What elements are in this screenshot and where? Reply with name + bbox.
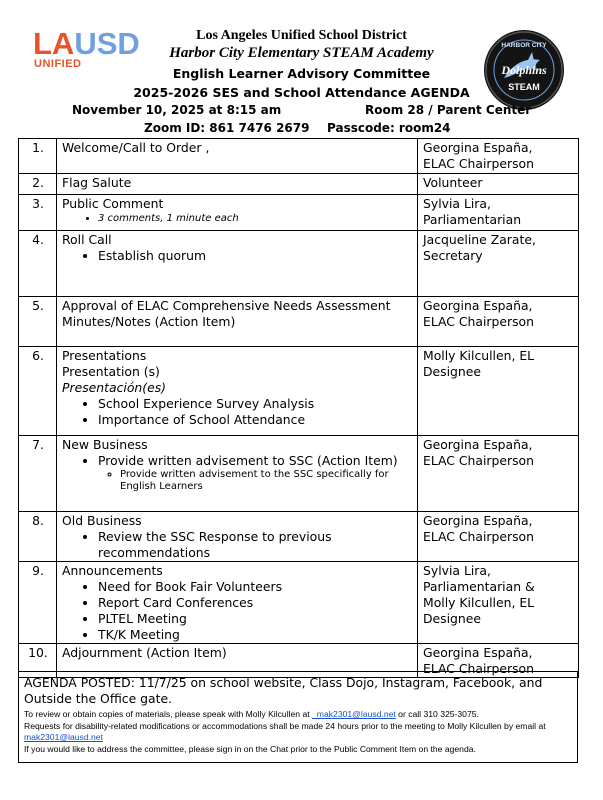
district-name: Los Angeles Unified School District <box>196 28 407 43</box>
agenda-row <box>19 139 579 174</box>
item-number: 7. <box>19 436 57 512</box>
accommodations-text: Requests for disability-related modifications or accommodations shall be made 24 hours prior to the meeting to Molly Kilcullen by email at mak2301@lausd.net <box>24 720 546 742</box>
email-link[interactable]: _mak2301@lausd.net <box>312 709 396 719</box>
item-title: Approval of ELAC Comprehensive Needs Assessment Minutes/Notes (Action Item) <box>57 297 418 347</box>
item-bullet: • Provide written advisement to SSC (Action Item) ◦ Provide written advisement to the SSC specifically for English Learners <box>98 453 413 493</box>
agenda-row <box>19 562 579 644</box>
item-number: 2. <box>19 174 57 195</box>
agenda-row <box>19 512 579 562</box>
item-content <box>57 436 418 512</box>
item-title: Public Comment <box>62 196 164 211</box>
item-content <box>57 562 418 644</box>
agenda-table <box>18 138 579 678</box>
item-number: 10. <box>19 644 57 678</box>
item-presenter: Georgina España, ELAC Chairperson <box>418 644 579 678</box>
item-content <box>57 347 418 436</box>
agenda-posted-text: AGENDA POSTED: 11/7/25 on school website, Class Dojo, Instagram, Facebook, and Outside the Office gate. <box>24 675 543 706</box>
item-presenter: Georgina España, ELAC Chairperson <box>418 436 579 512</box>
chat-instructions-text: If you would like to address the committee, please sign in on the Chat prior to the Public Comment Item on the agenda. <box>24 743 476 754</box>
item-content <box>57 231 418 297</box>
item-title: Roll Call <box>62 232 112 247</box>
footer-notice <box>18 671 578 763</box>
item-content <box>57 195 418 231</box>
item-title: Flag Salute <box>57 174 418 195</box>
item-bullet: • PLTEL Meeting <box>98 611 413 627</box>
email-link[interactable]: mak2301@lausd.net <box>24 732 103 742</box>
item-presenter: Georgina España, ELAC Chairperson <box>418 512 579 562</box>
footer-fine-print <box>24 709 572 755</box>
item-title-spanish: Presentación(es) <box>62 380 167 395</box>
item-number: 5. <box>19 297 57 347</box>
meeting-date-time: November 10, 2025 at 8:15 am <box>72 103 282 117</box>
item-presenter: Molly Kilcullen, EL Designee <box>418 347 579 436</box>
item-bullet: • Importance of School Attendance <box>98 412 413 428</box>
school-name: Harbor City Elementary STEAM Academy <box>169 45 434 61</box>
item-bullet: • Establish quorum <box>98 248 413 264</box>
agenda-row <box>19 174 579 195</box>
item-title-alt: Presentation (s) <box>62 364 160 379</box>
agenda-row <box>19 297 579 347</box>
logo-unified-text: UNIFIED <box>34 58 82 70</box>
item-bullet: • Review the SSC Response to previous recommendations <box>98 529 413 561</box>
review-materials-text: To review or obtain copies of materials, please speak with Molly Kilcullen at _mak2301@lausd.net or call 310 325-3075. <box>24 709 479 719</box>
item-number: 4. <box>19 231 57 297</box>
logo-usd-text: USD <box>74 26 140 61</box>
item-number: 1. <box>19 139 57 174</box>
seal-top-text: HARBOR CITY <box>501 42 547 49</box>
item-presenter: Volunteer <box>418 174 579 195</box>
item-title: Welcome/Call to Order , <box>57 139 418 174</box>
agenda-row <box>19 231 579 297</box>
item-title: Old Business <box>62 513 142 528</box>
item-sub-bullet: ◦ Provide written advisement to the SSC specifically for English Learners <box>120 469 413 493</box>
item-bullet: • Need for Book Fair Volunteers <box>98 579 413 595</box>
item-presenter: Jacqueline Zarate, Secretary <box>418 231 579 297</box>
agenda-row <box>19 347 579 436</box>
agenda-row <box>19 436 579 512</box>
item-presenter: Sylvia Lira, Parliamentarian & Molly Kilcullen, EL Designee <box>418 562 579 644</box>
item-presenter: Sylvia Lira, Parliamentarian <box>418 195 579 231</box>
item-bullet: • School Experience Survey Analysis <box>98 396 413 412</box>
item-bullet: • TK/K Meeting <box>98 627 413 643</box>
item-note: • 3 comments, 1 minute each <box>98 212 413 226</box>
item-number: 8. <box>19 512 57 562</box>
zoom-passcode: Passcode: room24 <box>327 121 451 135</box>
seal-mid-text: Dolphins <box>501 63 547 77</box>
item-number: 6. <box>19 347 57 436</box>
item-content <box>57 512 418 562</box>
seal-bottom-text: STEAM <box>508 82 540 92</box>
agenda-row <box>19 195 579 231</box>
item-title: New Business <box>62 437 148 452</box>
zoom-id: Zoom ID: 861 7476 2679 <box>144 121 310 135</box>
committee-name: English Learner Advisory Committee <box>172 66 431 81</box>
meeting-room: Room 28 / Parent Center <box>365 103 532 117</box>
item-bullet: • Report Card Conferences <box>98 595 413 611</box>
item-title: Presentations <box>62 348 147 363</box>
item-presenter: Georgina España, ELAC Chairperson <box>418 297 579 347</box>
item-presenter: Georgina España, ELAC Chairperson <box>418 139 579 174</box>
item-number: 9. <box>19 562 57 644</box>
agenda-title: 2025-2026 SES and School Attendance AGENDA <box>133 85 470 100</box>
item-title: Announcements <box>62 563 163 578</box>
item-number: 3. <box>19 195 57 231</box>
logo-la-text: LA <box>33 26 75 61</box>
item-title: Adjournment (Action Item) <box>57 644 418 678</box>
